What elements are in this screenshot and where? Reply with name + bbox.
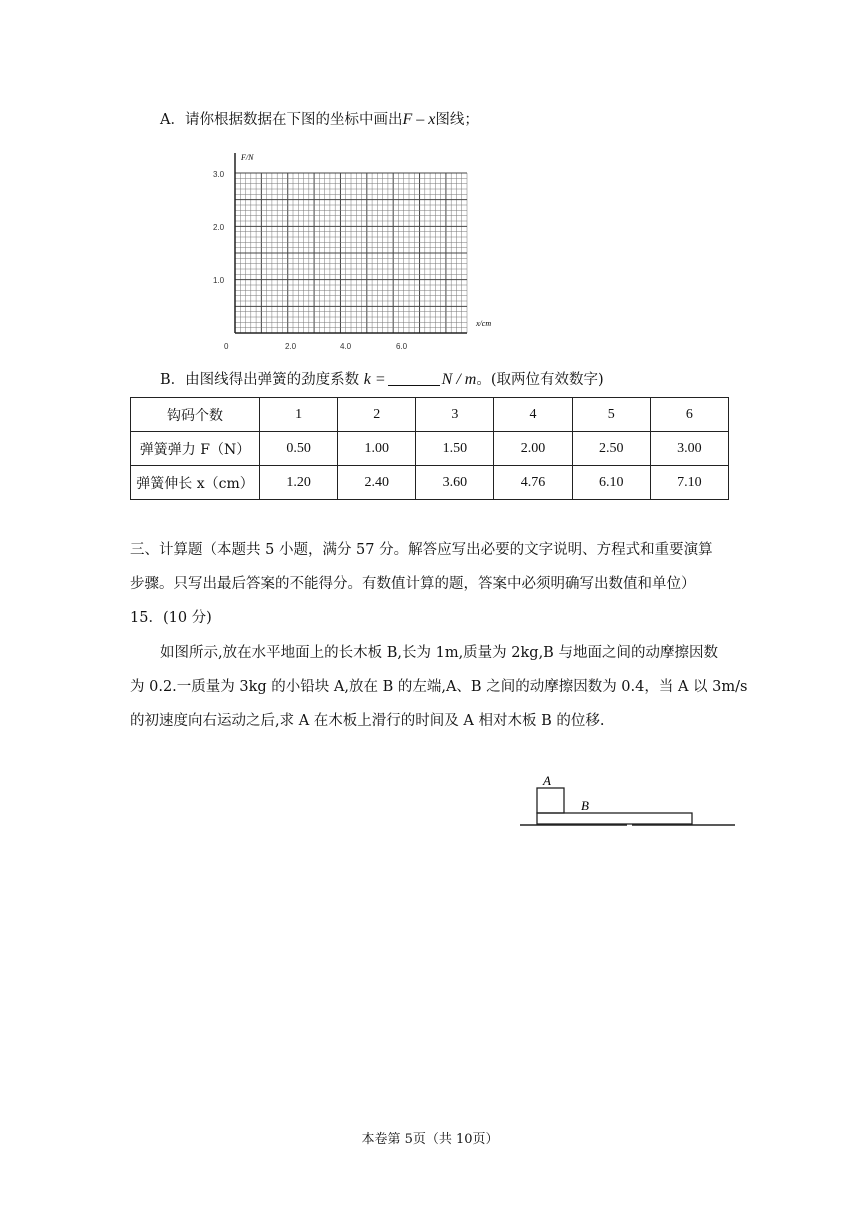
x-tick-label: 2.0 [285, 342, 297, 351]
question-b-label: B．由图线得出弹簧的劲度系数 [160, 372, 360, 388]
table-cell: 1.00 [338, 432, 416, 466]
table-cell: 3.00 [650, 432, 728, 466]
block-a [537, 788, 564, 813]
page-footer: 本卷第 5页（共 10页） [361, 1132, 499, 1147]
row-header: 弹簧弹力 F（N） [131, 432, 260, 466]
question-a [160, 110, 479, 130]
table-cell: 2 [338, 398, 416, 432]
question-a-label: A．请你根据数据在下图的坐标中画出 [160, 112, 403, 128]
table-cell: 2.40 [338, 466, 416, 500]
table-cell: 3.60 [416, 466, 494, 500]
y-tick-label: 3.0 [213, 170, 225, 179]
table-cell: 3 [416, 398, 494, 432]
table-cell: 1.20 [260, 466, 338, 500]
problem-text: 为 0.2.一质量为 3kg 的小铅块 A,放在 B 的左端,A、B 之间的动摩擦因数为 0.4，当 A 以 3m/s [130, 679, 748, 695]
y-tick-label: 1.0 [213, 276, 225, 285]
problem-number: 15．(10 分) [130, 610, 212, 626]
question-b-suffix: 。(取两位有效数字) [476, 372, 604, 388]
table-cell: 1.50 [416, 432, 494, 466]
y-tick-label: 2.0 [213, 223, 225, 232]
table-cell: 7.10 [650, 466, 728, 500]
board-b [537, 813, 692, 824]
table-cell: 6.10 [572, 466, 650, 500]
board-b-label: B [581, 798, 589, 813]
question-a-math: F – x [402, 111, 436, 128]
table-row [131, 466, 729, 500]
f-x-graph [205, 145, 510, 355]
table-row [131, 398, 729, 432]
table-cell: 1 [260, 398, 338, 432]
table-cell: 2.50 [572, 432, 650, 466]
section-3-instructions: 三、计算题（本题共 5 小题，满分 57 分。解答应写出必要的文字说明、方程式和重要演算 [130, 542, 713, 558]
table-cell: 2.00 [494, 432, 572, 466]
row-header: 钩码个数 [131, 398, 260, 432]
problem-text: 的初速度向右运动之后,求 A 在木板上滑行的时间及 A 相对木板 B 的位移. [130, 713, 605, 729]
table-cell: 4.76 [494, 466, 572, 500]
table-cell: 5 [572, 398, 650, 432]
y-axis-label: F/N [241, 153, 254, 162]
block-board-diagram [515, 765, 740, 840]
question-a-suffix: 图线； [435, 112, 479, 128]
x-tick-label: 4.0 [340, 342, 352, 351]
row-header: 弹簧伸长 x（cm） [131, 466, 260, 500]
table-cell: 6 [650, 398, 728, 432]
answer-blank[interactable] [388, 370, 440, 386]
x-tick-label: 0 [224, 342, 229, 351]
block-a-label: A [543, 773, 551, 788]
table-cell: 4 [494, 398, 572, 432]
x-axis-label: x/cm [476, 319, 492, 328]
graph-grid [205, 145, 510, 355]
question-b [160, 370, 604, 390]
table-cell: 0.50 [260, 432, 338, 466]
data-table [130, 397, 729, 500]
problem-text: 如图所示,放在水平地面上的长木板 B,长为 1m,质量为 2kg,B 与地面之间的动摩擦因数 [160, 645, 718, 661]
table-row [131, 432, 729, 466]
question-b-k: k = [363, 371, 386, 388]
question-b-unit: N / m [441, 371, 477, 388]
x-tick-label: 6.0 [396, 342, 408, 351]
section-3-instructions-cont: 步骤。只写出最后答案的不能得分。有数值计算的题，答案中必须明确写出数值和单位） [130, 576, 696, 592]
